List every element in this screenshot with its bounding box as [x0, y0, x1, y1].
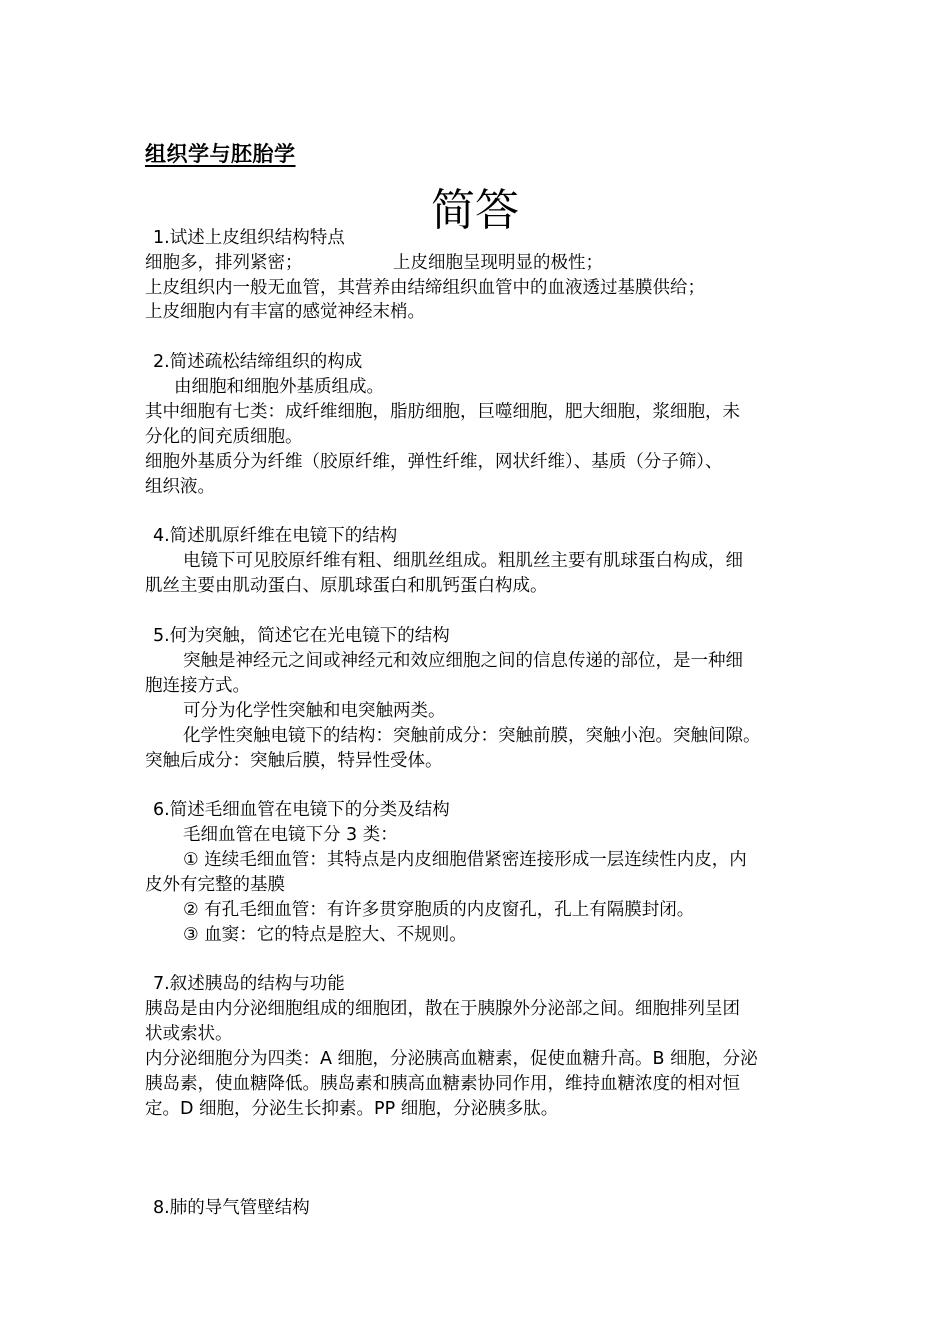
text-line: 状或索状。 [145, 1024, 233, 1044]
text-line: 上皮组织内一般无血管，其营养由结缔组织血管中的血液透过基膜供给； [145, 278, 705, 298]
text-line: ② 有孔毛细血管：有许多贯穿胞质的内皮窗孔，孔上有隔膜封闭。 [183, 900, 695, 920]
text-line: 电镜下可见胶原纤维有粗、细肌丝组成。粗肌丝主要有肌球蛋白构成，细 [183, 551, 743, 571]
text-line: 肌丝主要由肌动蛋白、原肌球蛋白和肌钙蛋白构成。 [145, 576, 548, 596]
subject-heading: 组织学与胚胎学 [145, 142, 296, 166]
question-8-title: 8.肺的导气管壁结构 [153, 1198, 310, 1218]
text-line: 其中细胞有七类：成纤维细胞，脂肪细胞，巨噬细胞，肥大细胞，浆细胞，未 [145, 402, 740, 422]
text-line: 定。D 细胞，分泌生长抑素。PP 细胞，分泌胰多肽。 [145, 1099, 559, 1119]
text-line: 突触后成分：突触后膜，特异性受体。 [145, 751, 443, 771]
text-line: 细胞多，排列紧密； [145, 253, 303, 273]
question-7-title: 7.叙述胰岛的结构与功能 [153, 974, 345, 994]
question-6-title: 6.简述毛细血管在电镜下的分类及结构 [153, 800, 450, 820]
question-4-title: 4.简述肌原纤维在电镜下的结构 [153, 526, 398, 546]
text-line: 分化的间充质细胞。 [145, 427, 303, 447]
text-line: 胞连接方式。 [145, 676, 250, 696]
text-line: 突触是神经元之间或神经元和效应细胞之间的信息传递的部位，是一种细 [183, 651, 743, 671]
text-line: ③ 血窦：它的特点是腔大、不规则。 [183, 925, 467, 945]
text-line: 细胞外基质分为纤维（胶原纤维，弹性纤维，网状纤维）、基质（分子筛）、 [145, 452, 723, 472]
text-line: 胰岛是由内分泌细胞组成的细胞团，散在于胰腺外分泌部之间。细胞排列呈团 [145, 999, 740, 1019]
text-line: 由细胞和细胞外基质组成。 [174, 377, 384, 397]
page-title: 简答 [431, 185, 519, 236]
text-line: ① 连续毛细血管：其特点是内皮细胞借紧密连接形成一层连续性内皮，内 [183, 850, 747, 870]
question-5-title: 5.何为突触，简述它在光电镜下的结构 [153, 626, 450, 646]
text-line: 毛细血管在电镜下分 3 类： [183, 825, 398, 845]
text-line: 胰岛素，使血糖降低。胰岛素和胰高血糖素协同作用，维持血糖浓度的相对恒 [145, 1074, 740, 1094]
text-line: 可分为化学性突触和电突触两类。 [183, 701, 446, 721]
question-2-title: 2.简述疏松结缔组织的构成 [153, 352, 363, 372]
text-line: 组织液。 [145, 477, 215, 497]
text-line: 内分泌细胞分为四类：A 细胞，分泌胰高血糖素，促使血糖升高。B 细胞，分泌 [145, 1049, 758, 1069]
text-line: 上皮细胞内有丰富的感觉神经末梢。 [145, 302, 425, 322]
text-line: 上皮细胞呈现明显的极性； [393, 253, 603, 273]
text-line: 化学性突触电镜下的结构：突触前成分：突触前膜，突触小泡。突触间隙。 [183, 726, 761, 746]
question-1-title: 1.试述上皮组织结构特点 [153, 228, 345, 248]
text-line: 皮外有完整的基膜 [145, 875, 285, 895]
